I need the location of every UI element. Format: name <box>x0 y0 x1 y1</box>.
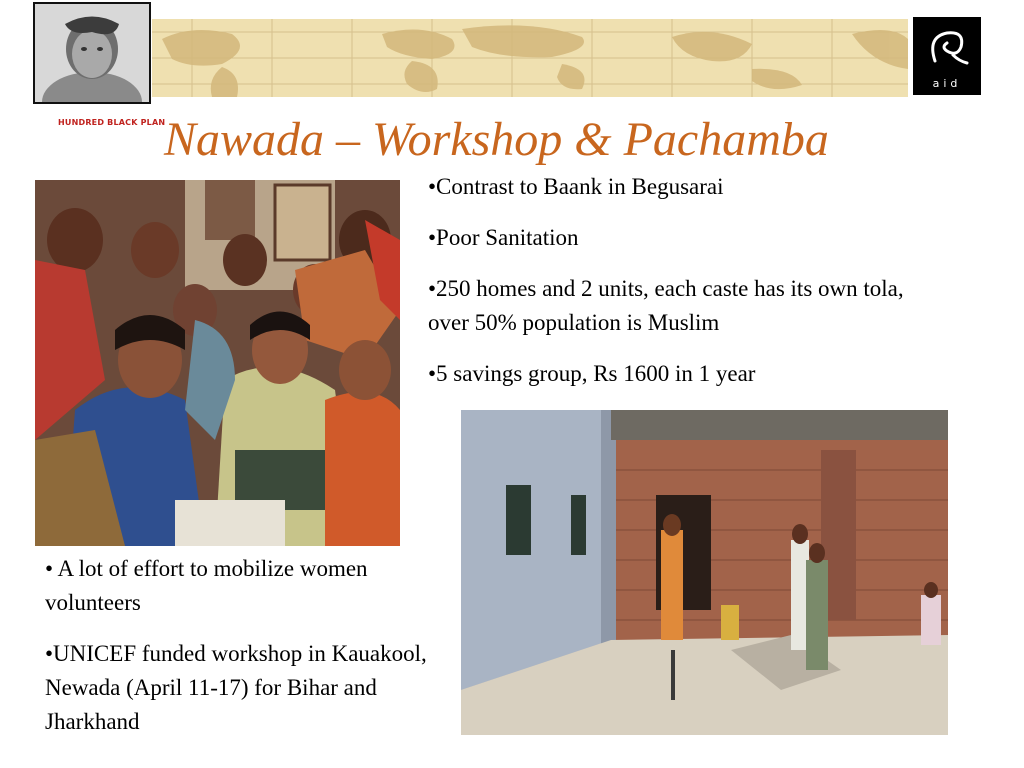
child-portrait-photo <box>33 2 151 104</box>
left-bullet-list <box>45 552 455 756</box>
bullet-item: •250 homes and 2 units, each caste has its own tola, over 50% population is Muslim <box>428 276 904 335</box>
bullet-item: •UNICEF funded workshop in Kauakool, Newada (April 11-17) for Bihar and Jharkhand <box>45 641 427 734</box>
bullet-item: •Poor Sanitation <box>428 225 579 250</box>
logo-text: aid <box>932 77 962 90</box>
women-group-photo <box>35 180 400 546</box>
slide-title: Nawada – Workshop & Pachamba <box>164 113 829 166</box>
bullet-item: • A lot of effort to mobilize women volunteers <box>45 556 368 615</box>
hundred-block-plan-stamp: HUNDRED BLACK PLAN <box>58 118 166 127</box>
bullet-item: •5 savings group, Rs 1600 in 1 year <box>428 361 756 386</box>
village-courtyard-photo <box>461 410 948 735</box>
world-map-banner <box>152 19 908 97</box>
aid-logo <box>913 17 981 95</box>
bullet-item: •Contrast to Baank in Begusarai <box>428 174 724 199</box>
right-bullet-list <box>428 170 928 408</box>
